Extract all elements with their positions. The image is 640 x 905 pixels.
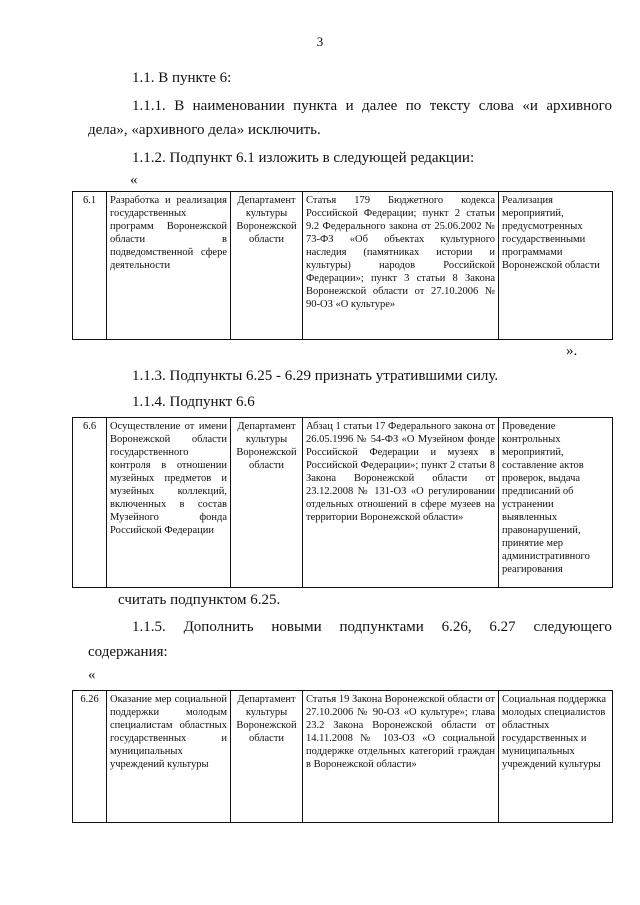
paragraph-word: новыми	[271, 619, 322, 635]
item-result: Социальная поддержка молодых специалистов областных государственных и муниципальных учреждений культуры	[499, 691, 613, 823]
item-department: Департамент культуры Воронежской области	[231, 192, 303, 340]
paragraph-renumber: считать подпунктом 6.25.	[118, 592, 281, 608]
paragraph-word: по	[405, 98, 422, 114]
table-row	[73, 192, 613, 340]
item-name: Разработка и реализация государственных программ Воронежской области в подведомственной сфере деятельности	[107, 192, 231, 340]
item-legal-basis: Статья 179 Бюджетного кодекса Российской Федерации; пункт 2 статьи 9.2 Федерального закона от 25.06.2002 № 73-ФЗ «Об объектах культурного наследия (памятниках истории и культуры) народов Российской Федерации»; пункт 3 статьи 8 Закона Воронежской области от 27.10.2006 № 90-ОЗ «О культуре»	[303, 192, 499, 340]
paragraph-word: 6.26,	[441, 619, 472, 635]
paragraph-word: следующего	[533, 619, 612, 635]
item-legal-basis: Статья 19 Закона Воронежской области от 27.10.2006 № 90-ОЗ «О культуре»; глава 23.2 Закона Воронежской области от 14.11.2008 № 103-ОЗ «О социальной поддержке отдельных категорий граждан в Воронежской области»	[303, 691, 499, 823]
table-subitem-6-1	[72, 191, 613, 340]
paragraph-1-1-1-line-1	[132, 98, 612, 115]
closing-quote-1: ».	[566, 343, 578, 359]
paragraph-word: 6.27	[489, 619, 516, 635]
page-number: 3	[316, 34, 324, 49]
item-department: Департамент культуры Воронежской области	[231, 418, 303, 588]
opening-quote-1: «	[130, 172, 138, 188]
paragraph-word: «и	[522, 98, 538, 114]
paragraph-word: 1.1.5.	[132, 619, 166, 635]
paragraph-word: Дополнить	[183, 619, 254, 635]
item-result: Проведение контрольных мероприятий, составление актов проверок, выдача предписаний об устранении выявленных правонарушений, принятие мер административного реагирования	[499, 418, 613, 588]
paragraph-1-1-5-line-1	[132, 619, 612, 636]
item-name: Осуществление от имени Воронежской области государственного контроля в отношении музейных предметов и музейных коллекций, включенных в состав Музейного фонда Российской Федерации	[107, 418, 231, 588]
table-subitem-6-6	[72, 417, 613, 588]
paragraph-word: подпунктами	[339, 619, 424, 635]
item-number: 6.1	[73, 192, 107, 340]
paragraph-word: слова	[478, 98, 514, 114]
paragraph-word: далее	[362, 98, 398, 114]
paragraph-1-1-4: 1.1.4. Подпункт 6.6	[132, 394, 255, 410]
item-number: 6.6	[73, 418, 107, 588]
paragraph-word: и	[345, 98, 354, 114]
paragraph-word: архивного	[546, 98, 612, 114]
paragraph-word: В	[174, 98, 185, 114]
table-subitem-6-26	[72, 690, 613, 823]
paragraph-word: тексту	[429, 98, 471, 114]
paragraph-1-1-1-line-2: дела», «архивного дела» исключить.	[88, 122, 321, 138]
item-department: Департамент культуры Воронежской области	[231, 691, 303, 823]
opening-quote-2: «	[88, 667, 96, 683]
paragraph-1-1-2: 1.1.2. Подпункт 6.1 изложить в следующей редакции:	[132, 150, 475, 166]
table-row	[73, 691, 613, 823]
item-result: Реализация мероприятий, предусмотренных государственными программами Воронежской области	[499, 192, 613, 340]
item-number: 6.26	[73, 691, 107, 823]
paragraph-word: наименовании	[192, 98, 285, 114]
paragraph-1-1-5-line-2: содержания:	[88, 644, 168, 660]
item-legal-basis: Абзац 1 статьи 17 Федерального закона от 26.05.1996 № 54-ФЗ «О Музейном фонде Российской Федерации и музеях в Российской Федерации»; пункт 2 статьи 8 Закона Воронежской области от 23.12.2008 № 131-ОЗ «О регулировании отдельных отношений в сфере музеев на территории Воронежской области»	[303, 418, 499, 588]
paragraph-word: 1.1.1.	[132, 98, 166, 114]
paragraph-word: пункта	[293, 98, 338, 114]
paragraph-1-1: 1.1. В пункте 6:	[132, 70, 232, 86]
item-name: Оказание мер социальной поддержки молодым специалистам областных государственных и муниципальных учреждений культуры	[107, 691, 231, 823]
table-row	[73, 418, 613, 588]
paragraph-1-1-3: 1.1.3. Подпункты 6.25 - 6.29 признать утратившими силу.	[132, 368, 499, 384]
